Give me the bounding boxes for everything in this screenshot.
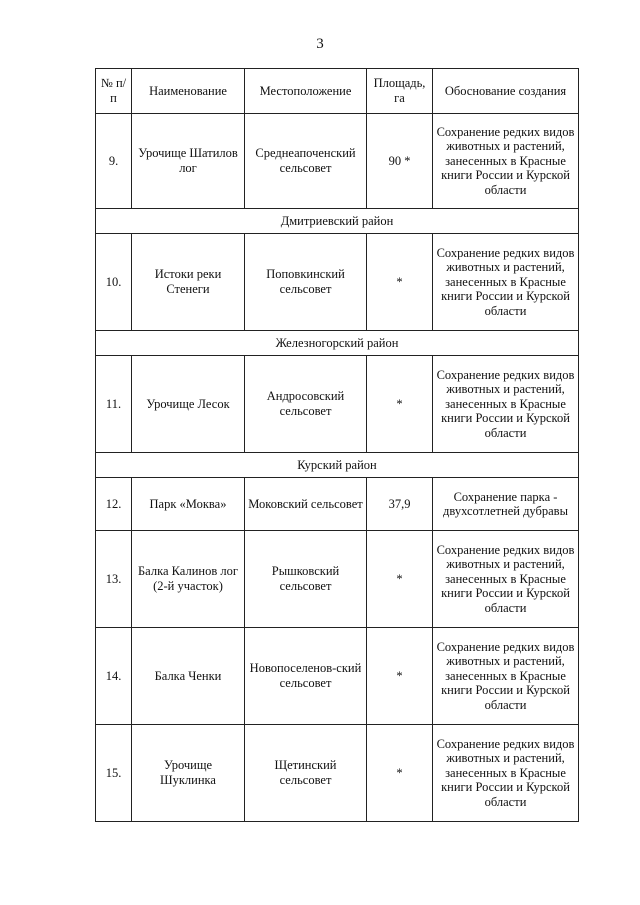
row-location: Рышковский сельсовет xyxy=(245,531,367,628)
row-basis: Сохранение редких видов животных и растений, занесенных в Красные книги России и Курской области xyxy=(433,725,579,822)
table-header-row xyxy=(96,69,579,114)
row-num: 15. xyxy=(96,725,132,822)
row-basis: Сохранение редких видов животных и растений, занесенных в Красные книги России и Курской области xyxy=(433,114,579,209)
district-row xyxy=(96,331,579,356)
row-basis: Сохранение парка - двухсотлетней дубравы xyxy=(433,478,579,531)
row-name: Урочище Шатилов лог xyxy=(132,114,245,209)
row-num: 9. xyxy=(96,114,132,209)
header-num: № п/п xyxy=(96,69,132,114)
row-name: Парк «Моква» xyxy=(132,478,245,531)
row-location: Среднеапоченский сельсовет xyxy=(245,114,367,209)
header-basis: Обоснование создания xyxy=(433,69,579,114)
header-area: Площадь, га xyxy=(367,69,433,114)
row-area: * xyxy=(367,531,433,628)
row-num: 12. xyxy=(96,478,132,531)
table-row xyxy=(96,628,579,725)
district-row xyxy=(96,453,579,478)
row-num: 13. xyxy=(96,531,132,628)
row-area: * xyxy=(367,234,433,331)
row-num: 10. xyxy=(96,234,132,331)
row-location: Моковский сельсовет xyxy=(245,478,367,531)
district-row xyxy=(96,209,579,234)
row-basis: Сохранение редких видов животных и растений, занесенных в Красные книги России и Курской области xyxy=(433,628,579,725)
row-name: Балка Ченки xyxy=(132,628,245,725)
row-num: 11. xyxy=(96,356,132,453)
row-location: Щетинский сельсовет xyxy=(245,725,367,822)
district-heading: Курский район xyxy=(96,453,579,478)
row-basis: Сохранение редких видов животных и растений, занесенных в Красные книги России и Курской области xyxy=(433,356,579,453)
row-area: * xyxy=(367,628,433,725)
table-row xyxy=(96,725,579,822)
table-row xyxy=(96,356,579,453)
row-location: Поповкинский сельсовет xyxy=(245,234,367,331)
row-location: Новопоселенов-ский сельсовет xyxy=(245,628,367,725)
table-row xyxy=(96,531,579,628)
row-area: 90 * xyxy=(367,114,433,209)
header-name: Наименование xyxy=(132,69,245,114)
row-area: * xyxy=(367,725,433,822)
row-name: Истоки реки Стенеги xyxy=(132,234,245,331)
row-basis: Сохранение редких видов животных и растений, занесенных в Красные книги России и Курской области xyxy=(433,234,579,331)
table-row xyxy=(96,478,579,531)
protected-areas-table xyxy=(95,68,579,822)
table-row xyxy=(96,114,579,209)
district-heading: Железногорский район xyxy=(96,331,579,356)
district-heading: Дмитриевский район xyxy=(96,209,579,234)
row-name: Урочище Шуклинка xyxy=(132,725,245,822)
row-name: Балка Калинов лог (2-й участок) xyxy=(132,531,245,628)
row-area: * xyxy=(367,356,433,453)
header-location: Местоположение xyxy=(245,69,367,114)
page-number: 3 xyxy=(316,36,324,52)
row-name: Урочище Лесок xyxy=(132,356,245,453)
table-row xyxy=(96,234,579,331)
row-num: 14. xyxy=(96,628,132,725)
row-basis: Сохранение редких видов животных и растений, занесенных в Красные книги России и Курской области xyxy=(433,531,579,628)
row-location: Андросовский сельсовет xyxy=(245,356,367,453)
row-area: 37,9 xyxy=(367,478,433,531)
